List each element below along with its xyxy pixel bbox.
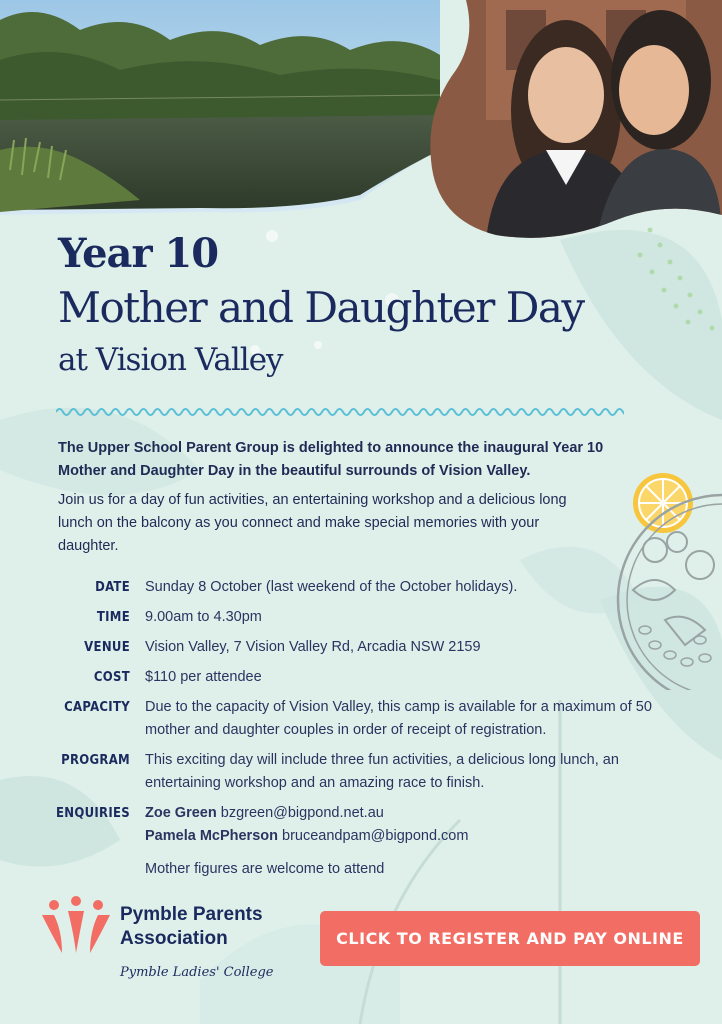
detail-time xyxy=(0,606,700,629)
date-value: Sunday 8 October (last weekend of the October holidays). xyxy=(145,579,518,595)
title-year: Year 10 xyxy=(58,230,219,277)
contact-name: Zoe Green xyxy=(145,805,217,821)
event-details xyxy=(0,576,700,855)
enquiries-label: ENQUIRIES xyxy=(55,806,130,821)
school-logo-text: Pymble Ladies' College xyxy=(120,965,274,980)
contact-name: Pamela McPherson xyxy=(145,828,278,844)
register-button[interactable]: CLICK TO REGISTER AND PAY ONLINE xyxy=(320,911,700,966)
event-title xyxy=(58,228,584,384)
detail-date xyxy=(0,576,700,599)
figures-icon xyxy=(40,895,112,955)
title-location: at Vision Valley xyxy=(58,342,283,378)
time-label: TIME xyxy=(96,610,130,625)
capacity-value: Due to the capacity of Vision Valley, this camp is available for a maximum of 50 mother and daughter couples in order of receipt of registration. xyxy=(145,699,652,738)
program-value: This exciting day will include three fun activities, a delicious long lunch, an entertaining workshop and an amazing race to finish. xyxy=(145,752,619,791)
time-value: 9.00am to 4.30pm xyxy=(145,609,262,625)
program-label: PROGRAM xyxy=(61,753,130,768)
logo-line2: Association xyxy=(120,928,228,949)
detail-capacity xyxy=(0,696,700,742)
cost-value: $110 per attendee xyxy=(145,669,262,685)
venue-label: VENUE xyxy=(84,640,130,655)
intro-lead: The Upper School Parent Group is delighted to announce the inaugural Year 10 Mother and Daughter Day in the beautiful surrounds of Vision Valley. xyxy=(58,440,604,479)
intro-body: Join us for a day of fun activities, an entertaining workshop and a delicious long lunch on the balcony as you connect and make special memories with your daughter. xyxy=(58,492,567,554)
logo-line1: Pymble Parents xyxy=(120,904,263,925)
mother-figures-note: Mother figures are welcome to attend xyxy=(145,861,385,877)
date-label: DATE xyxy=(95,580,130,595)
mother-daughter-photo xyxy=(426,0,722,240)
wave-divider xyxy=(56,404,624,420)
detail-venue xyxy=(0,636,700,659)
enquiries-value xyxy=(145,802,690,848)
detail-cost xyxy=(0,666,700,689)
landscape-photo xyxy=(0,0,440,215)
title-event-name: Mother and Daughter Day xyxy=(58,283,584,332)
pymble-parents-logo xyxy=(40,893,310,993)
logo-text xyxy=(120,903,263,951)
detail-enquiries xyxy=(0,802,700,848)
contact-email-link[interactable]: bzgreen@bigpond.net.au xyxy=(220,805,384,821)
venue-value: Vision Valley, 7 Vision Valley Rd, Arcadia NSW 2159 xyxy=(145,639,481,655)
cost-label: COST xyxy=(93,670,130,685)
capacity-label: CAPACITY xyxy=(64,700,130,715)
detail-program xyxy=(0,749,700,795)
contact-email-link[interactable]: bruceandpam@bigpond.com xyxy=(282,828,469,844)
